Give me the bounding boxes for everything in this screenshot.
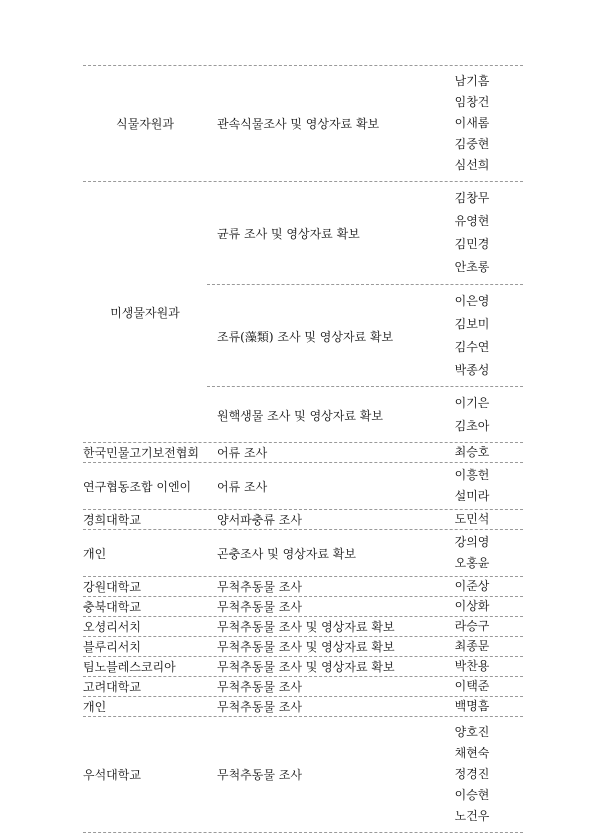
person-name: 오홍윤 xyxy=(454,556,490,570)
person-name: 유영현 xyxy=(454,214,490,228)
task-cell: 무척추동물 조사 xyxy=(217,700,302,714)
table-row xyxy=(83,616,523,636)
person-name: 박종성 xyxy=(454,363,490,377)
person-name: 이승현 xyxy=(454,788,490,802)
table-row xyxy=(83,676,523,696)
names-cell xyxy=(421,66,523,181)
person-name: 이상화 xyxy=(454,599,490,613)
person-name: 설미라 xyxy=(454,489,490,503)
org-cell: 블루리서치 xyxy=(83,640,141,654)
table-row xyxy=(83,656,523,676)
subgroup-row xyxy=(207,386,523,443)
person-name: 이은영 xyxy=(454,294,490,308)
table-row xyxy=(83,442,523,462)
table-row xyxy=(83,636,523,656)
table-row xyxy=(83,696,523,716)
org-cell: 미생물자원과 xyxy=(110,305,180,320)
task-cell: 곤충조사 및 영상자료 확보 xyxy=(217,546,356,561)
subgroup-row xyxy=(207,284,523,387)
names-cell xyxy=(421,577,523,596)
table-row xyxy=(83,65,523,181)
names-cell xyxy=(421,657,523,676)
org-cell: 고려대학교 xyxy=(83,680,141,694)
person-name: 이택준 xyxy=(454,679,490,693)
task-cell: 무척추동물 조사 및 영상자료 확보 xyxy=(217,620,395,634)
org-cell: 경희대학교 xyxy=(83,513,141,527)
task-cell: 원핵생물 조사 및 영상자료 확보 xyxy=(217,408,383,423)
task-cell: 무척추동물 조사 및 영상자료 확보 xyxy=(217,660,395,674)
org-cell: 식물자원과 xyxy=(116,117,174,131)
names-cell xyxy=(421,637,523,656)
subgroup-row xyxy=(207,182,523,284)
person-name: 이준상 xyxy=(454,579,490,593)
names-cell xyxy=(421,677,523,696)
person-name: 김보미 xyxy=(454,317,490,331)
names-cell xyxy=(421,290,523,382)
task-cell: 무척추동물 조사 xyxy=(217,768,302,782)
org-cell: 연구협동조합 이엔이 xyxy=(83,479,192,494)
person-name: 임창건 xyxy=(454,95,490,109)
task-cell: 어류 조사 xyxy=(217,446,268,460)
person-name: 김창무 xyxy=(454,191,490,205)
org-cell: 우석대학교 xyxy=(83,768,141,782)
person-name: 정경진 xyxy=(454,767,490,781)
task-cell: 양서파충류 조사 xyxy=(217,513,302,527)
person-name: 안초롱 xyxy=(454,260,490,274)
person-name: 심선희 xyxy=(454,158,490,172)
person-name: 남기흠 xyxy=(454,74,490,88)
names-cell xyxy=(421,530,523,576)
names-cell xyxy=(421,717,523,832)
person-name: 이새롬 xyxy=(454,116,490,130)
person-name: 강의영 xyxy=(454,535,490,549)
names-cell xyxy=(421,617,523,636)
task-cell: 균류 조사 및 영상자료 확보 xyxy=(217,226,360,241)
task-cell: 조류(藻類) 조사 및 영상자료 확보 xyxy=(217,329,394,344)
org-cell: 한국민물고기보전협회 xyxy=(83,446,199,460)
names-cell xyxy=(421,697,523,716)
task-cell: 무척추동물 조사 xyxy=(217,580,302,594)
person-name: 노건우 xyxy=(454,809,490,823)
person-name: 이흥헌 xyxy=(454,468,490,482)
org-cell: 개인 xyxy=(83,546,107,561)
participants-table xyxy=(83,65,523,833)
task-cell: 무척추동물 조사 xyxy=(217,680,302,694)
task-cell: 무척추동물 조사 xyxy=(217,600,302,614)
task-cell: 관속식물조사 및 영상자료 확보 xyxy=(217,117,380,131)
person-name: 이기은 xyxy=(454,396,490,410)
person-name: 채현숙 xyxy=(454,746,490,760)
person-name: 박찬용 xyxy=(454,659,490,673)
org-cell: 충북대학교 xyxy=(83,600,141,614)
names-cell xyxy=(421,187,523,279)
person-name: 김초아 xyxy=(454,419,490,433)
table-row xyxy=(83,509,523,529)
names-cell xyxy=(421,463,523,509)
person-name: 양호진 xyxy=(454,725,490,739)
task-cell: 무척추동물 조사 및 영상자료 확보 xyxy=(217,640,395,654)
org-cell: 개인 xyxy=(83,700,107,714)
person-name: 김민경 xyxy=(454,237,490,251)
person-name: 백명흠 xyxy=(454,699,490,713)
person-name: 김중현 xyxy=(454,137,490,151)
table-row xyxy=(83,576,523,596)
person-name: 김수연 xyxy=(454,340,490,354)
task-cell: 어류 조사 xyxy=(217,479,268,494)
org-cell: 팀노블레스코리아 xyxy=(83,660,176,674)
table-row xyxy=(83,529,523,576)
names-cell xyxy=(421,443,523,462)
table-row xyxy=(83,716,523,833)
table-row xyxy=(83,596,523,616)
person-name: 도민석 xyxy=(454,512,490,526)
names-cell xyxy=(421,392,523,438)
table-row xyxy=(83,181,523,442)
org-cell: 오셩리서치 xyxy=(83,620,141,634)
person-name: 최승호 xyxy=(454,445,490,459)
table-row xyxy=(83,462,523,509)
org-cell: 강원대학교 xyxy=(83,580,141,594)
person-name: 최종문 xyxy=(454,639,490,653)
names-cell xyxy=(421,510,523,529)
person-name: 라승구 xyxy=(454,619,490,633)
names-cell xyxy=(421,597,523,616)
